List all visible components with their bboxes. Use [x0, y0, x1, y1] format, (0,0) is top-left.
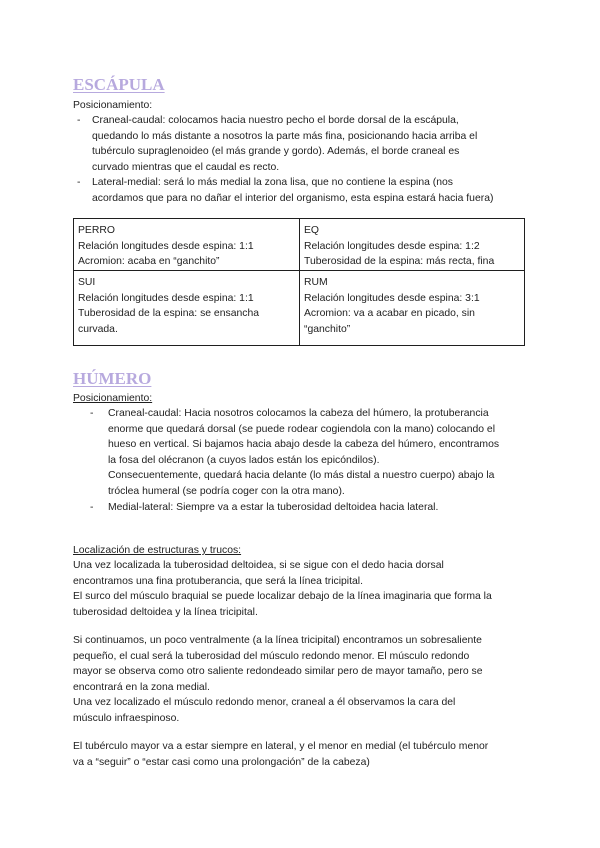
localizacion-paragraph-2: [73, 633, 533, 727]
table-cell-line: Relación longitudes desde espina: 1:1: [78, 240, 254, 252]
text-line: Consecuentemente, quedará hacia delante (lo más distal a nuestro cuerpo) abajo la: [108, 470, 495, 482]
table-cell-perro: [74, 219, 300, 271]
table-cell-line: Acromion: acaba en “ganchito”: [78, 256, 220, 268]
text-line: Si continuamos, un poco ventralmente (a la línea tricipital) encontramos un sobresaliente: [73, 635, 482, 646]
humero-posicionamiento-label: Posicionamiento:: [73, 393, 153, 404]
text-line: la fosa del olécranon (a cuyos lados están los epicóndilos).: [108, 454, 380, 466]
escapula-posicionamiento-label: Posicionamiento:: [73, 100, 153, 111]
localizacion-label: Localización de estructuras y trucos:: [73, 545, 242, 556]
text-line: El surco del músculo braquial se puede localizar debajo de la línea imaginaria que forma la: [73, 591, 492, 603]
escapula-bullet-craneal-caudal: [73, 113, 533, 175]
escapula-bullet-list: [73, 113, 533, 207]
text-line: pequeño, el cual será la tuberosidad del músculo redondo menor. El músculo redondo: [73, 650, 470, 662]
text-line: tubérculo supraglenoideo (el más grande y gordo). Además, el borde craneal es: [92, 146, 460, 158]
table-cell-title: SUI: [78, 277, 96, 288]
text-line: quedando lo más distante a nosotros la parte más fina, posicionando hacia arriba el: [92, 130, 478, 142]
species-comparison-table: [73, 218, 525, 346]
escapula-heading: ESCÁPULA: [73, 75, 165, 94]
text-line: Craneal-caudal: Hacia nosotros colocamos la cabeza del húmero, la protuberancia: [108, 408, 489, 419]
text-line: Lateral-medial: será lo más medial la zona lisa, que no contiene la espina (nos: [92, 177, 453, 189]
text-line: El tubérculo mayor va a estar siempre en lateral, y el menor en medial (el tubérculo menor: [73, 741, 489, 752]
text-line: Una vez localizado el músculo redondo menor, craneal a él observamos la cara del: [73, 697, 456, 709]
bullet-dash: -: [77, 177, 81, 189]
humero-bullet-medial-lateral: [90, 500, 540, 516]
table-cell-title: PERRO: [78, 225, 115, 236]
table-cell-line: Acromion: va a acabar en picado, sin: [304, 308, 475, 320]
text-line: curvado mientras que el caudal es recto.: [92, 161, 280, 173]
text-line: músculo infraespinoso.: [73, 712, 180, 724]
bullet-dash: -: [77, 115, 81, 126]
table-cell-rum: [300, 271, 524, 345]
table-cell-line: Relación longitudes desde espina: 1:1: [78, 292, 254, 304]
bullet-dash: -: [90, 501, 94, 513]
text-line: mayor se observa como otro saliente redondeado similar pero de mayor tamaño, pero se: [73, 666, 483, 678]
escapula-bullet-lateral-medial: [73, 175, 533, 206]
bullet-dash: -: [90, 408, 94, 419]
text-line: encontramos una fina protuberancia, que será la línea tricipital.: [73, 575, 363, 587]
table-cell-line: curvada.: [78, 323, 118, 335]
table-cell-line: Tuberosidad de la espina: más recta, fina: [304, 256, 495, 268]
table-cell-line: “ganchito”: [304, 323, 351, 335]
table-cell-line: Tuberosidad de la espina: se ensancha: [78, 308, 259, 320]
text-line: enorme que quedará dorsal (se puede rodear cogiendola con la mano) colocando el: [108, 423, 496, 435]
humero-bullet-craneal-caudal: [90, 406, 540, 500]
text-line: tróclea humeral (se podría coger con la otra mano).: [108, 485, 345, 497]
table-cell-sui: [74, 271, 300, 345]
text-line: tuberosidad deltoidea y la línea tricipital.: [73, 606, 258, 618]
text-line: acordamos que para no dañar el interior del organismo, esta espina estará hacia fuera): [92, 192, 494, 204]
text-line: Una vez localizada la tuberosidad deltoidea, si se sigue con el dedo hacia dorsal: [73, 560, 444, 571]
table-cell-line: Relación longitudes desde espina: 1:2: [304, 240, 480, 252]
table-cell-line: Relación longitudes desde espina: 3:1: [304, 292, 480, 304]
text-line: hueso en vertical. Si bajamos hacia abajo desde la cabeza del húmero, encontramos: [108, 439, 500, 451]
table-cell-title: RUM: [304, 277, 328, 288]
table-cell-eq: [300, 219, 524, 271]
humero-bullet-list: [90, 406, 540, 515]
localizacion-paragraph-1: [73, 558, 533, 620]
localizacion-paragraph-3: [73, 739, 533, 770]
text-line: Medial-lateral: Siempre va a estar la tuberosidad deltoidea hacia lateral.: [108, 501, 439, 513]
table-cell-title: EQ: [304, 225, 320, 236]
text-line: encontrará en la zona medial.: [73, 681, 210, 693]
text-line: Craneal-caudal: colocamos hacia nuestro pecho el borde dorsal de la escápula,: [92, 115, 459, 126]
text-line: va a “seguir” o “estar casi como una prolongación” de la cabeza): [73, 756, 370, 768]
humero-heading: HÚMERO: [73, 369, 152, 388]
